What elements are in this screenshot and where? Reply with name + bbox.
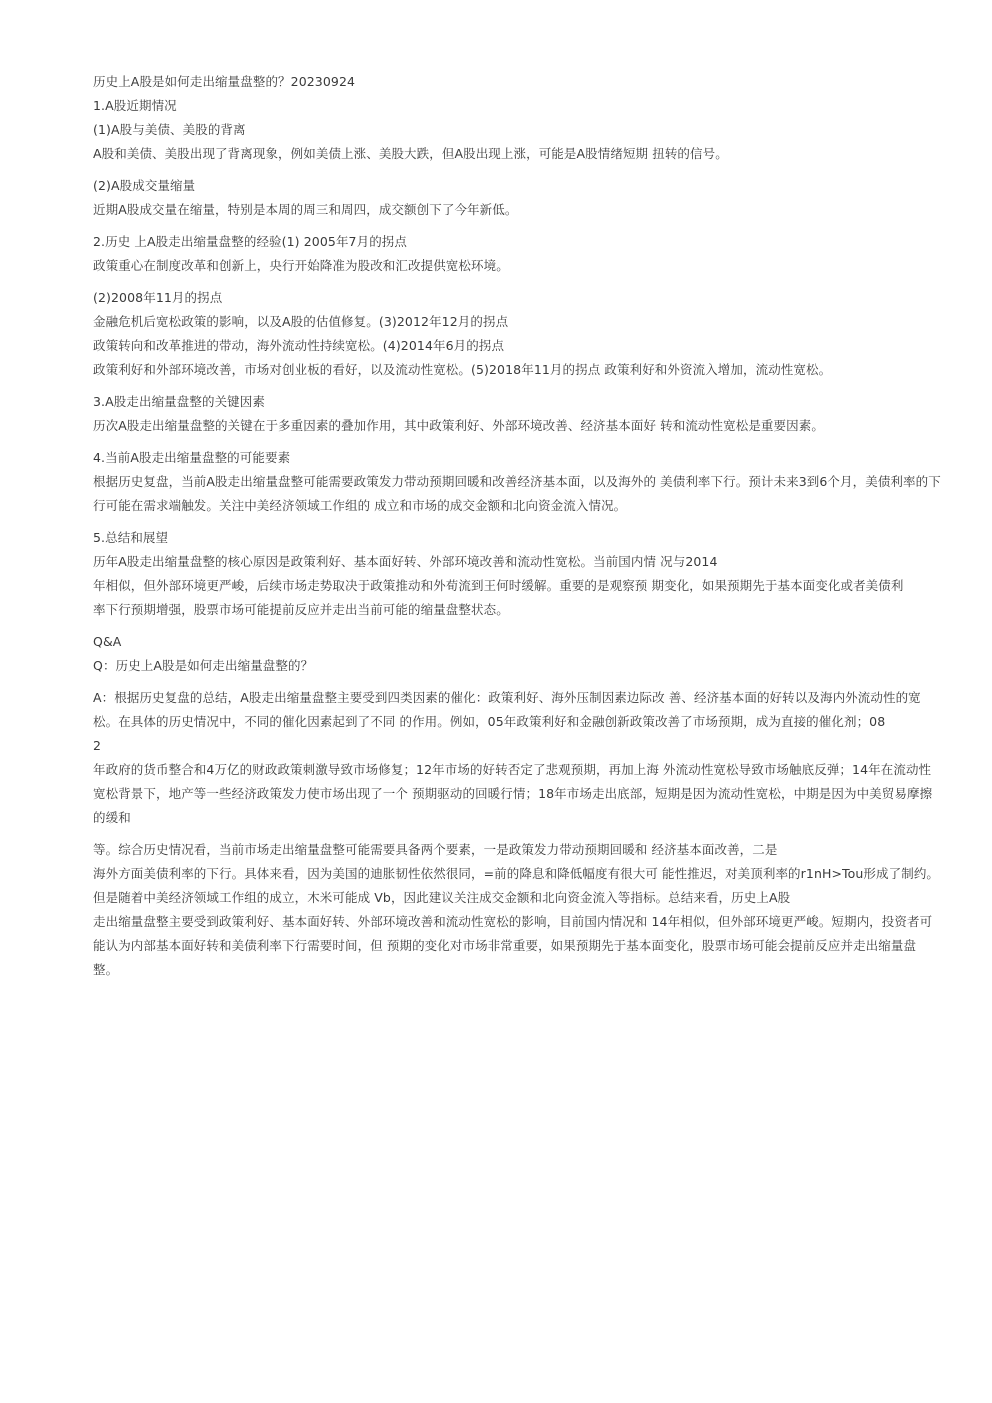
section-5-paragraph-1: 历年A股走出缩量盘整的核心原因是政策利好、基本面好转、外部环境改善和流动性宽松。当前国内情 况与2014 xyxy=(93,554,718,569)
section-4-paragraph: 根据历史复盘，当前A股走出缩量盘整可能需要政策发力带动预期回暖和改善经济基本面，以及海外的 美债利率下行。预计未来3到6个月，美债利率的下行可能在需求端触发。关注中美经济领域工作组的 成立和市场的成交金额和北向资金流入情况。 xyxy=(93,474,941,513)
qa-answer-paragraph-2: 2 xyxy=(93,738,102,753)
document-title: 历史上A股是如何走出缩量盘整的？20230924 xyxy=(93,74,356,89)
section-1-heading: 1.A股近期情况 xyxy=(93,98,177,113)
qa-answer-paragraph-6: 走出缩量盘整主要受到政策利好、基本面好转、外部环境改善和流动性宽松的影响，目前国内情况和 14年相似，但外部环境更严峻。短期内，投资者可能认为内部基本面好转和美债利率下行需要时间，但 预期的变化对市场非常重要，如果预期先于基本面变化，股票市场可能会提前反应并走出缩量盘整。 xyxy=(93,914,933,977)
qa-question: Q：历史上A股是如何走出缩量盘整的？ xyxy=(93,658,314,673)
section-2-paragraph-2: 金融危机后宽松政策的影响，以及A股的估值修复。(3)2012年12月的拐点 xyxy=(93,314,509,329)
qa-answer-paragraph-5: 海外方面美债利率的下行。具体来看，因为美国的迪胀韧性依然很同，=前的降息和降低幅度有很大可 能性推迟，对美顶利率的r1nH>Tou形成了制约。但是随着中美经济领域工作组的成立，木米可能成 Vb，因此建议关注成交金额和北向资金流入等指标。总结来看，历史上A股 xyxy=(93,866,940,905)
section-5-paragraph-2: 年相似，但外部环境更严峻，后续市场走势取决于政策推动和外荀流到王何时缓解。重要的是观察预 期变化，如果预期先于基本面变化或者美债利 xyxy=(93,578,904,593)
qa-heading: Q&A xyxy=(93,634,122,649)
section-1-subheading-1: (1)A股与美债、美股的背离 xyxy=(93,122,246,137)
qa-answer-paragraph-3: 年政府的货币整合和4万亿的财政政策刺激导致市场修复；12年市场的好转否定了悲观预期，再加上海 外流动性宽松导致市场触底反弹；14年在流动性宽松背景下，地产等一些经济政策发力使市场出现了一个 预期驱动的回暖行情；18年市场走出底部，短期是因为流动性宽松，中期是因为中美贸易摩擦的缓和 xyxy=(93,762,933,825)
section-2-paragraph-4: 政策利好和外部环境改善，市场对创业板的看好，以及流动性宽松。(5)2018年11月的拐点 政策利好和外资流入增加，流动性宽松。 xyxy=(93,362,832,377)
section-1-paragraph-1: A股和美债、美股出现了背离现象，例如美债上涨、美股大跌，但A股出现上涨，可能是A股情绪短期 扭转的信号。 xyxy=(93,146,728,161)
section-1-subheading-2: (2)A股成交量缩量 xyxy=(93,178,196,193)
document-body xyxy=(93,70,941,982)
section-3-heading: 3.A股走出缩量盘整的关键因素 xyxy=(93,394,265,409)
qa-answer-paragraph-4: 等。综合历史情况看，当前市场走出缩量盘整可能需要具备两个要素，一是政策发力带动预期回暖和 经济基本面改善，二是 xyxy=(93,842,778,857)
qa-answer-paragraph-1: A：根据历史复盘的总结，A股走出缩量盘整主要受到四类因素的催化：政策利好、海外压制因素边际改 善、经济基本面的好转以及海内外流动性的宽松。在具体的历史情况中，不同的催化因素起到了不同 的作用。例如，05年政策利好和金融创新政策改善了市场预期，成为直接的催化剂；08 xyxy=(93,690,921,729)
section-5-heading: 5.总结和展望 xyxy=(93,530,169,545)
section-4-heading: 4.当前A股走出缩量盘整的可能要素 xyxy=(93,450,291,465)
section-2-heading: 2.历史 上A股走出缩量盘整的经验(1) 2005年7月的拐点 xyxy=(93,234,407,249)
section-2-subheading-2: (2)2008年11月的拐点 xyxy=(93,290,223,305)
section-2-paragraph-1: 政策重心在制度改革和创新上，央行开始降准为股改和汇改提供宽松环境。 xyxy=(93,258,509,273)
section-2-paragraph-3: 政策转向和改革推进的带动，海外流动性持续宽松。(4)2014年6月的拐点 xyxy=(93,338,505,353)
section-5-paragraph-3: 率下行预期增强，股票市场可能提前反应并走出当前可能的缩量盘整状态。 xyxy=(93,602,509,617)
section-1-paragraph-2: 近期A股成交量在缩量，特别是本周的周三和周四，成交额创下了今年新低。 xyxy=(93,202,518,217)
section-3-paragraph: 历次A股走出缩量盘整的关键在于多重因素的叠加作用，其中政策利好、外部环境改善、经济基本面好 转和流动性宽松是重要因素。 xyxy=(93,418,824,433)
